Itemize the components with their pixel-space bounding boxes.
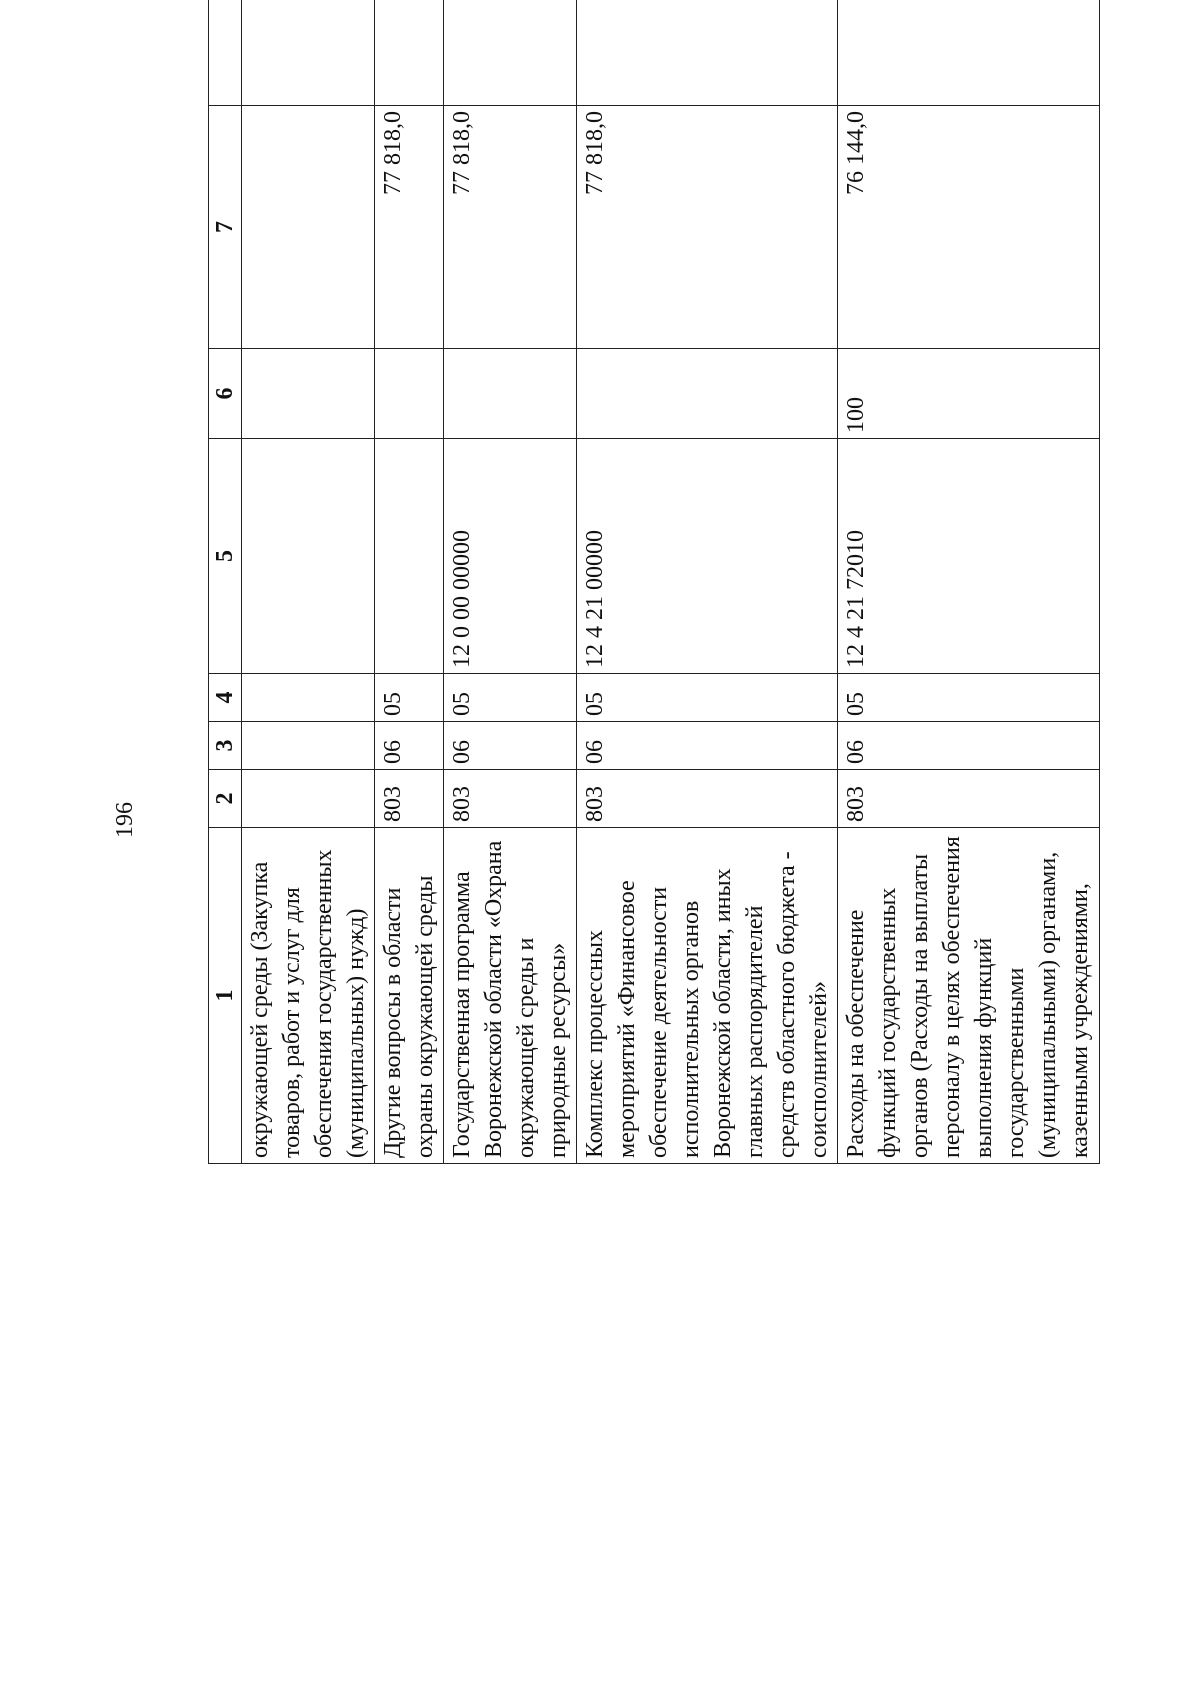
cell-col7: 76 144,0 (838, 106, 1100, 349)
column-header-3: 3 (209, 722, 242, 770)
cell-col6 (242, 349, 375, 439)
column-header-5: 5 (209, 439, 242, 674)
cell-col8 (444, 0, 577, 106)
cell-col8 (242, 0, 375, 106)
table-row (838, 0, 1100, 1164)
cell-col8 (838, 0, 1100, 106)
cell-col2 (242, 770, 375, 828)
cell-col6 (444, 349, 577, 439)
budget-table (208, 0, 1100, 1164)
rotated-table-container (208, 0, 1093, 1164)
cell-col4 (242, 674, 375, 722)
table-row (444, 0, 577, 1164)
cell-col2: 803 (375, 770, 444, 828)
cell-col3 (242, 722, 375, 770)
cell-col7 (242, 106, 375, 349)
table-row (577, 0, 838, 1164)
cell-col5: 12 4 21 00000 (577, 439, 838, 674)
cell-col4: 05 (444, 674, 577, 722)
cell-col3: 06 (577, 722, 838, 770)
cell-col5: 12 0 00 00000 (444, 439, 577, 674)
cell-col5 (242, 439, 375, 674)
column-header-6: 6 (209, 349, 242, 439)
cell-col3: 06 (444, 722, 577, 770)
cell-col4: 05 (577, 674, 838, 722)
cell-col2: 803 (577, 770, 838, 828)
column-header-2: 2 (209, 770, 242, 828)
table-header-row (209, 0, 242, 1164)
cell-col4: 05 (838, 674, 1100, 722)
cell-col2: 803 (444, 770, 577, 828)
cell-col7: 77 818,0 (375, 106, 444, 349)
row-name: Комплекс процессных мероприятий «Финансовое обеспечение деятельности исполнительных органов Воронежской области, иных главных распорядителей средств областного бюджета - соисполнителей» (577, 828, 838, 1164)
cell-col4: 05 (375, 674, 444, 722)
cell-col5 (375, 439, 444, 674)
row-name: Другие вопросы в области охраны окружающей среды (375, 828, 444, 1164)
cell-col6 (375, 349, 444, 439)
cell-col3: 06 (375, 722, 444, 770)
cell-col7: 77 818,0 (577, 106, 838, 349)
cell-col3: 06 (838, 722, 1100, 770)
table-row (242, 0, 375, 1164)
table-row (375, 0, 444, 1164)
cell-col8 (375, 0, 444, 106)
row-name: Государственная программа Воронежской области «Охрана окружающей среды и природные ресурсы» (444, 828, 577, 1164)
cell-col6: 100 (838, 349, 1100, 439)
column-header-1: 1 (209, 828, 242, 1164)
row-name: Расходы на обеспечение функций государственных органов (Расходы на выплаты персоналу в целях обеспечения выполнения функций государственными (муниципальными) органами, казенными учреждениями, (838, 828, 1100, 1164)
cell-col6 (577, 349, 838, 439)
column-header-4: 4 (209, 674, 242, 722)
row-name: окружающей среды (Закупка товаров, работ и услуг для обеспечения государственных (муниципальных) нужд) (242, 828, 375, 1164)
cell-col7: 77 818,0 (444, 106, 577, 349)
cell-col8 (577, 0, 838, 106)
column-header-8 (209, 0, 242, 106)
cell-col5: 12 4 21 72010 (838, 439, 1100, 674)
column-header-7: 7 (209, 106, 242, 349)
cell-col2: 803 (838, 770, 1100, 828)
page-number: 196 (112, 802, 138, 838)
